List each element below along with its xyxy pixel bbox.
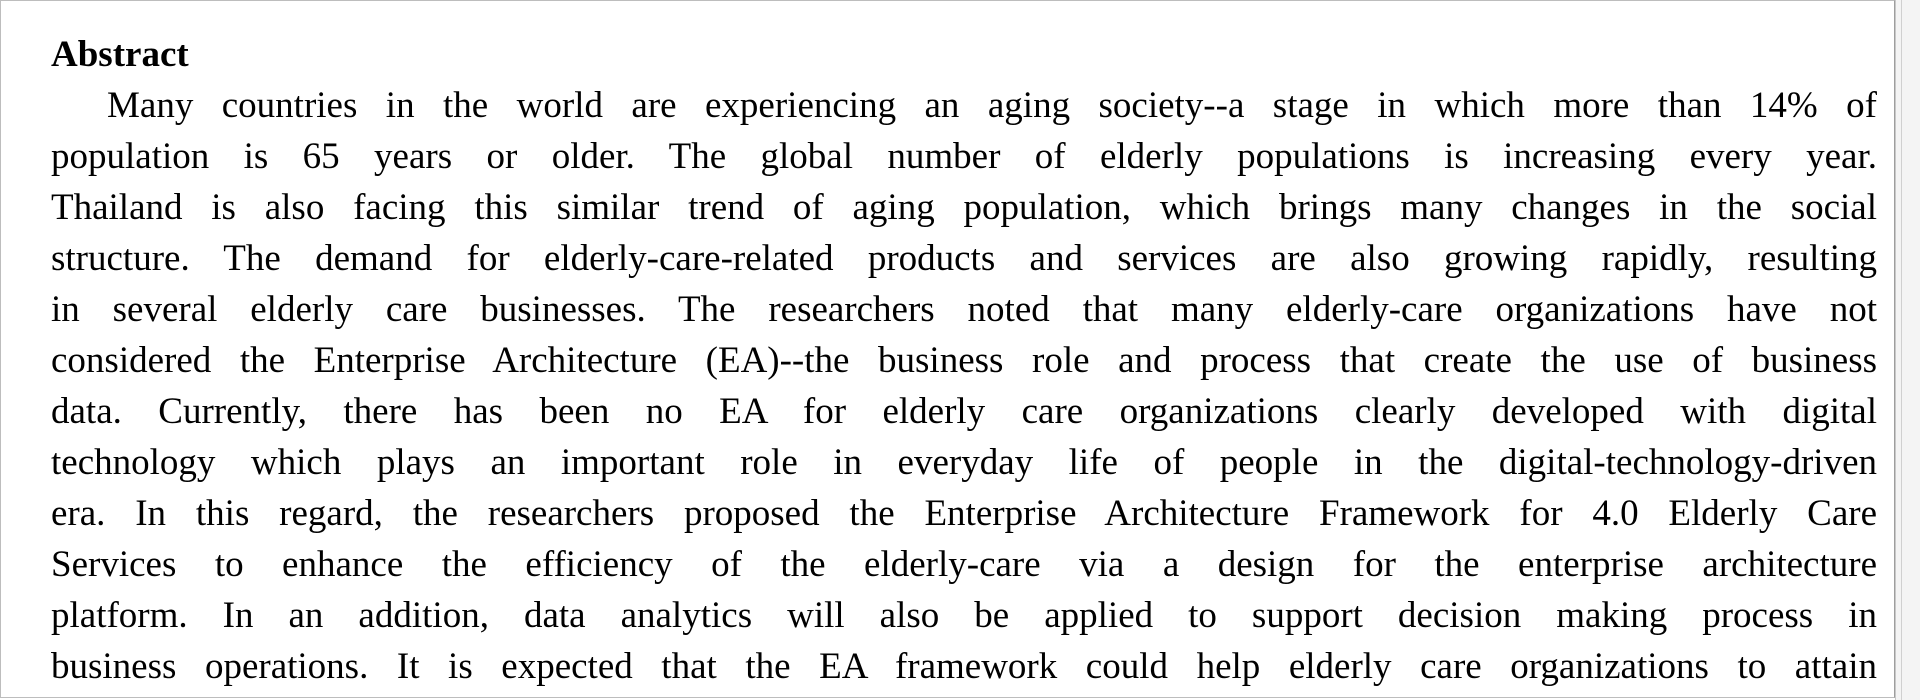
abstract-line: technology which plays an important role in everyday life of people in the digital-technology-driven (51, 442, 1877, 483)
abstract-line: structure. The demand for elderly-care-related products and services are also growing rapidly, resulting (51, 238, 1877, 279)
abstract-line: era. In this regard, the researchers proposed the Enterprise Architecture Framework for 4.0 Elderly Care (51, 493, 1877, 534)
abstract-body (51, 80, 1877, 692)
abstract-line: in several elderly care businesses. The researchers noted that many elderly-care organizations have not (51, 289, 1877, 330)
abstract-line: business operations. It is expected that the EA framework could help elderly care organizations to attain (51, 646, 1877, 687)
abstract-line: Thailand is also facing this similar trend of aging population, which brings many changes in the social (51, 187, 1877, 228)
gutter-divider (1901, 0, 1902, 700)
abstract-section (51, 29, 1877, 692)
abstract-line: considered the Enterprise Architecture (EA)--the business role and process that create the use of business (51, 340, 1877, 381)
window-edge-gutter (1895, 0, 1920, 700)
abstract-line: population is 65 years or older. The global number of elderly populations is increasing every year. (51, 136, 1877, 177)
abstract-line: Services to enhance the efficiency of the elderly-care via a design for the enterprise architecture (51, 544, 1877, 585)
abstract-line: data. Currently, there has been no EA for elderly care organizations clearly developed with digital (51, 391, 1877, 432)
abstract-heading: Abstract (51, 34, 189, 75)
abstract-line: platform. In an addition, data analytics will also be applied to support decision making process in (51, 595, 1877, 636)
abstract-line: Many countries in the world are experiencing an aging society--a stage in which more than 14% of (107, 85, 1877, 126)
